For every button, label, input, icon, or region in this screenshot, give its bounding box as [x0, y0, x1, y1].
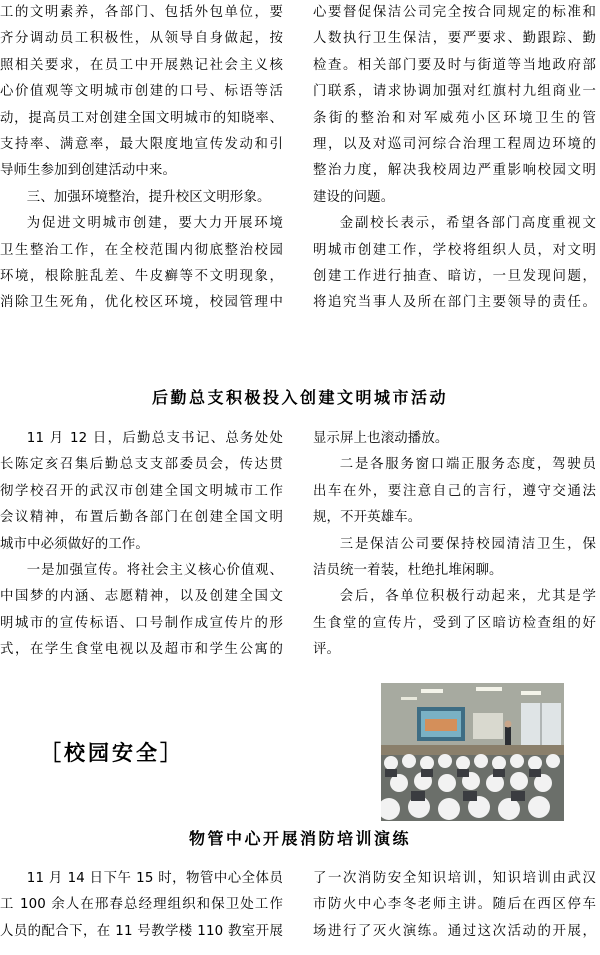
- text-line: 式，在学生食堂电视以及超市和学生公寓的: [0, 642, 283, 658]
- article2-left-column: [0, 426, 283, 664]
- article2-title: 后勤总支积极投入创建文明城市活动: [151, 388, 448, 407]
- text-line: 人员的配合下，在 11 号教学楼 110 教室开展: [0, 923, 283, 939]
- text-line: 一是加强宣传。将社会主义核心价值观、: [26, 563, 283, 579]
- text-line: 生食堂的宣传片，受到了区暗访检查组的好: [313, 615, 596, 631]
- text-line: 场进行了灭火演练。通过这次活动的开展，: [313, 923, 596, 939]
- text-line: 动，提高员工对创建全国文明城市的知晓率、: [0, 110, 283, 126]
- text-line: 明城市的宣传标语、口号制作成宣传片的形: [0, 615, 283, 631]
- text-line: 三是保洁公司要保持校园清洁卫生，保: [339, 536, 596, 552]
- text-line: 工 100 余人在邢春总经理组织和保卫处工作: [0, 897, 283, 913]
- text-line: 评。: [313, 642, 341, 658]
- text-line: 卫生整治工作，在全校范围内彻底整治校园: [0, 242, 283, 258]
- text-line: 理，以及对巡司河综合治理工程周边环境的: [313, 137, 596, 153]
- text-line: 城市中必须做好的工作。: [0, 536, 149, 552]
- text-line: 为促进文明城市创建，要大力开展环境: [26, 216, 283, 232]
- text-line: 齐分调动员工积极性，从领导自身做起，按: [0, 31, 283, 47]
- section-subheading: 三、加强环境整治，提升校区文明形象。: [26, 189, 271, 205]
- text-line: 检查。相关部门要及时与街道等当地政府部: [313, 57, 596, 73]
- text-line: 支持率、满意率，最大限度地宣传发动和引: [0, 137, 283, 153]
- article3-right-column: [313, 866, 596, 945]
- text-line: 导师生参加到创建活动中来。: [0, 163, 177, 179]
- text-line: 心要督促保洁公司完全按合同规定的标准和: [313, 5, 596, 20]
- article3-title: 物管中心开展消防培训演练: [188, 829, 411, 848]
- text-line: 会后，各单位积极行动起来，尤其是学: [339, 589, 596, 605]
- text-line: 11 月 14 日下午 15 时，物管中心全体员: [26, 871, 283, 886]
- article2-right-column: [313, 426, 596, 664]
- text-line: 显示屏上也滚动播放。: [313, 431, 449, 446]
- text-line: 洁员统一着装，杜绝扎堆闲聊。: [313, 563, 503, 579]
- text-line: 市防火中心李冬老师主讲。随后在西区停车: [313, 897, 596, 913]
- text-line: 门联系，请求协调加强对红旗村九组商业一: [313, 84, 596, 100]
- text-line: 照相关要求，在员工中开展熟记社会主义核: [0, 57, 283, 73]
- text-line: 创建工作进行抽查、暗访，一旦发现问题，: [313, 269, 596, 285]
- article1-left-column: [0, 0, 283, 317]
- text-line: 出车在外，要注意自己的言行，遵守交通法: [313, 483, 596, 499]
- article1-right-column: [313, 0, 596, 317]
- text-line: 工的文明素养，各部门、包括外包单位，要: [0, 5, 283, 20]
- text-line: 长陈定亥召集后勤总支支部委员会，传达贯: [0, 457, 283, 473]
- text-line: 11 月 12 日，后勤总支书记、总务处处: [26, 431, 283, 446]
- text-line: 金副校长表示，希望各部门高度重视文: [339, 216, 596, 232]
- text-line: 规，不开英雄车。: [313, 510, 422, 526]
- text-line: 中国梦的内涵、志愿精神，以及创建全国文: [0, 589, 283, 605]
- text-line: 将追究当事人及所在部门主要领导的责任。: [313, 295, 596, 311]
- text-line: 消除卫生死角，优化校区环境，校园管理中: [0, 295, 283, 311]
- text-line: 环境，根除脏乱差、牛皮癣等不文明现象，: [0, 269, 283, 285]
- text-line: 建设的问题。: [313, 189, 395, 205]
- text-line: 人数执行卫生保洁，要严要求、勤跟踪、勤: [313, 31, 596, 47]
- text-line: 了一次消防安全知识培训，知识培训由武汉: [313, 871, 596, 886]
- text-line: 二是各服务窗口端正服务态度，驾驶员: [339, 457, 596, 473]
- text-line: 心价值观等文明城市创建的口号、标语等活: [0, 84, 283, 100]
- article3-left-column: [0, 866, 283, 945]
- classroom-photo-image: [381, 683, 564, 821]
- text-line: 整治力度，解决我校周边严重影响校园文明: [313, 163, 596, 179]
- text-line: 条街的整治和对军威苑小区环境卫生的管: [313, 110, 596, 126]
- text-line: 会议精神，布置后勤各部门在创建全国文明: [0, 510, 283, 526]
- section-tag-campus-safety: ［校园安全］: [40, 740, 184, 765]
- text-line: 彻学校召开的武汉市创建全国文明城市工作: [0, 483, 283, 499]
- text-line: 明城市创建工作，学校将组织人员，对文明: [313, 242, 596, 258]
- fire-training-photo: [381, 683, 564, 821]
